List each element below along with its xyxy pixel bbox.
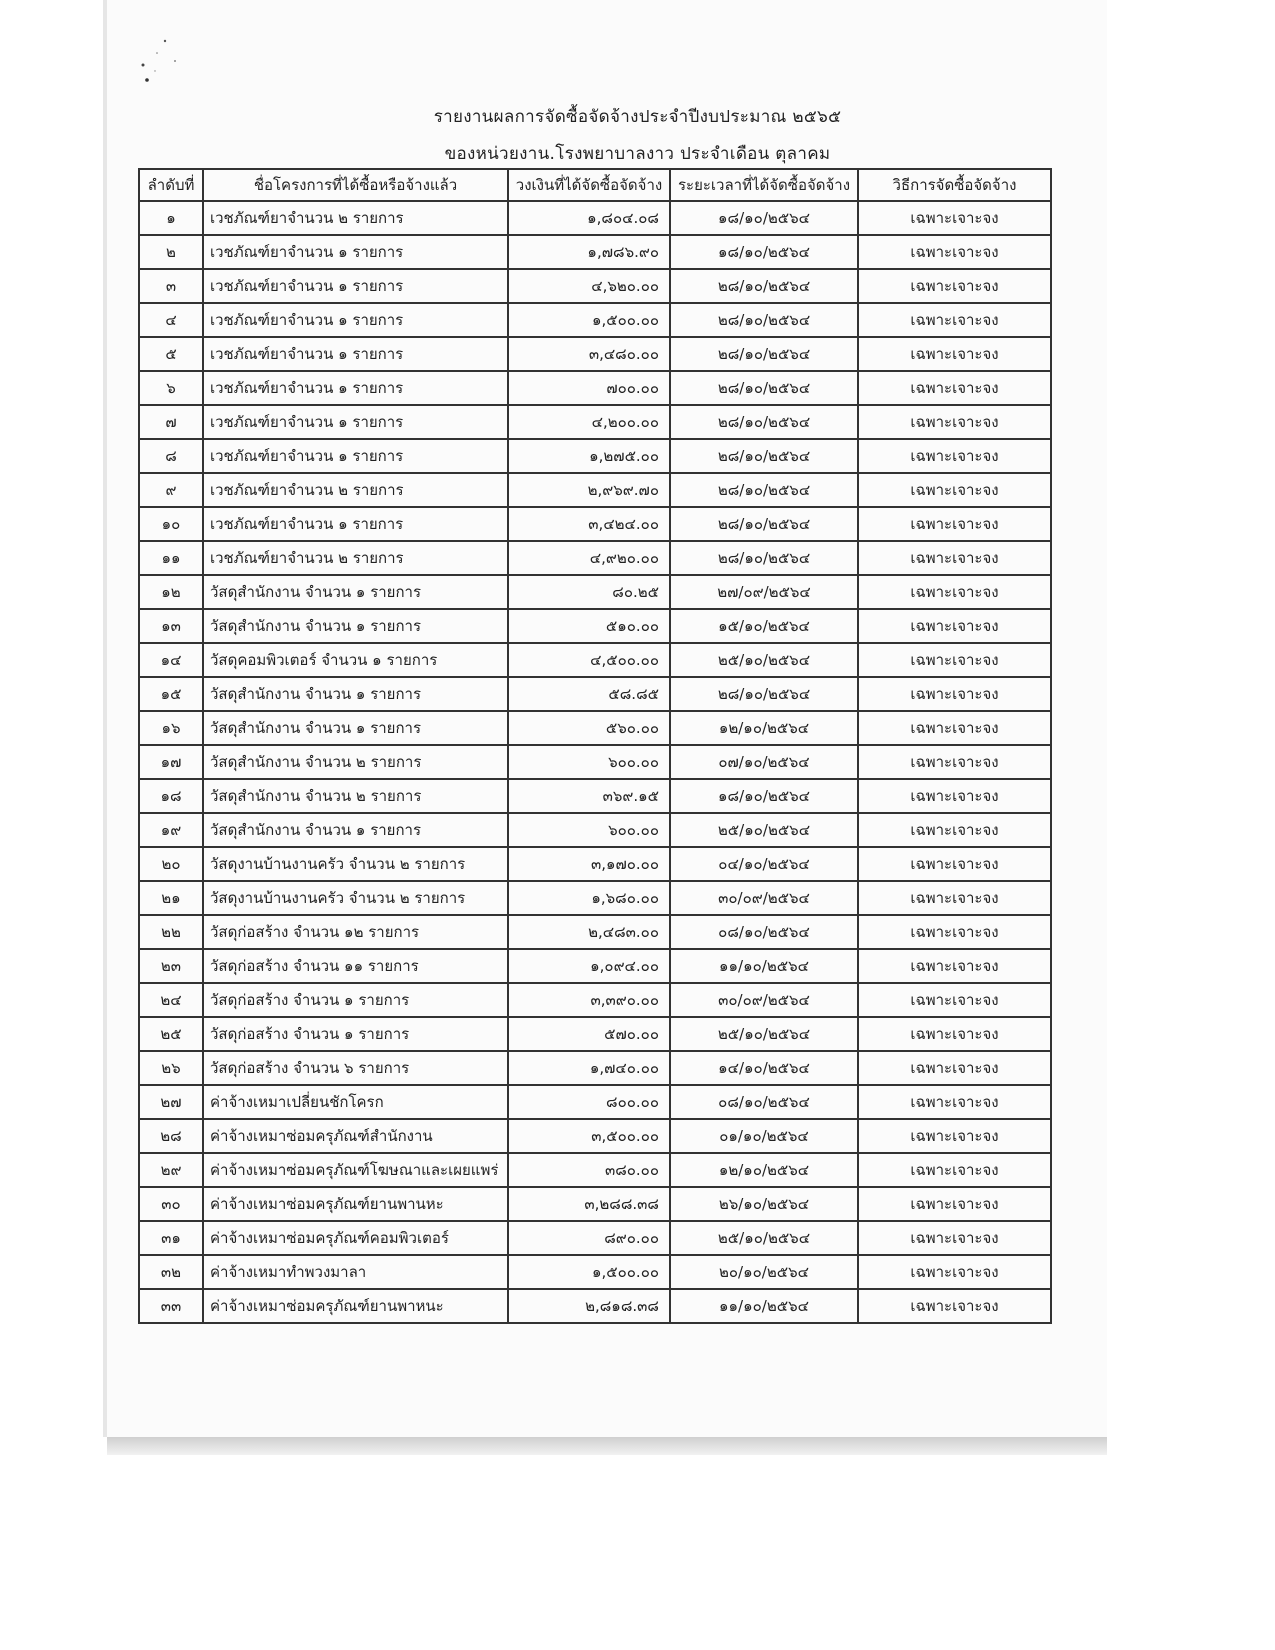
project-name-cell: วัสดุสำนักงาน จำนวน ๑ รายการ [203, 711, 508, 745]
row-number-cell: ๒๕ [139, 1017, 203, 1051]
amount-cell: ๘๙๐.๐๐ [508, 1221, 670, 1255]
project-name-cell: ค่าจ้างเหมาเปลี่ยนชักโครก [203, 1085, 508, 1119]
table-row [139, 983, 1051, 1017]
amount-cell: ๘๐๐.๐๐ [508, 1085, 670, 1119]
amount-cell: ๑,๗๘๖.๙๐ [508, 235, 670, 269]
date-cell: ๑๒/๑๐/๒๕๖๔ [670, 711, 858, 745]
report-subtitle: ของหน่วยงาน.โรงพยาบาลงาว ประจำเดือน ตุลาคม [444, 144, 831, 164]
row-number-cell: ๒๒ [139, 915, 203, 949]
project-name-cell: วัสดุก่อสร้าง จำนวน ๑๒ รายการ [203, 915, 508, 949]
table-row [139, 235, 1051, 269]
row-number-cell: ๑๘ [139, 779, 203, 813]
project-name-cell: วัสดุสำนักงาน จำนวน ๒ รายการ [203, 779, 508, 813]
date-cell: ๑๑/๑๐/๒๕๖๔ [670, 1289, 858, 1323]
method-cell: เฉพาะเจาะจง [858, 507, 1051, 541]
method-cell: เฉพาะเจาะจง [858, 609, 1051, 643]
project-name-cell: เวชภัณฑ์ยาจำนวน ๑ รายการ [203, 371, 508, 405]
method-cell: เฉพาะเจาะจง [858, 677, 1051, 711]
table-row [139, 507, 1051, 541]
project-name-cell: เวชภัณฑ์ยาจำนวน ๑ รายการ [203, 405, 508, 439]
project-name-cell: วัสดุก่อสร้าง จำนวน ๖ รายการ [203, 1051, 508, 1085]
project-name-cell: ค่าจ้างเหมาซ่อมครุภัณฑ์คอมพิวเตอร์ [203, 1221, 508, 1255]
date-cell: ๑๘/๑๐/๒๕๖๔ [670, 779, 858, 813]
table-row [139, 439, 1051, 473]
project-name-cell: เวชภัณฑ์ยาจำนวน ๒ รายการ [203, 201, 508, 235]
table-row [139, 1221, 1051, 1255]
method-cell: เฉพาะเจาะจง [858, 1119, 1051, 1153]
amount-cell: ๖๐๐.๐๐ [508, 745, 670, 779]
project-name-cell: วัสดุสำนักงาน จำนวน ๑ รายการ [203, 609, 508, 643]
method-cell: เฉพาะเจาะจง [858, 1017, 1051, 1051]
column-header-project-name: ชื่อโครงการที่ได้ซื้อหรือจ้างแล้ว [203, 169, 508, 201]
table-row [139, 915, 1051, 949]
table-row [139, 643, 1051, 677]
row-number-cell: ๒๔ [139, 983, 203, 1017]
row-number-cell: ๓๐ [139, 1187, 203, 1221]
table-row [139, 473, 1051, 507]
date-cell: ๒๘/๑๐/๒๕๖๔ [670, 473, 858, 507]
amount-cell: ๓,๓๙๐.๐๐ [508, 983, 670, 1017]
date-cell: ๑๘/๑๐/๒๕๖๔ [670, 235, 858, 269]
method-cell: เฉพาะเจาะจง [858, 1255, 1051, 1289]
table-row [139, 779, 1051, 813]
project-name-cell: วัสดุงานบ้านงานครัว จำนวน ๒ รายการ [203, 881, 508, 915]
row-number-cell: ๓๑ [139, 1221, 203, 1255]
project-name-cell: เวชภัณฑ์ยาจำนวน ๑ รายการ [203, 439, 508, 473]
row-number-cell: ๑๙ [139, 813, 203, 847]
column-header-method: วิธีการจัดซื้อจัดจ้าง [858, 169, 1051, 201]
project-name-cell: วัสดุสำนักงาน จำนวน ๑ รายการ [203, 575, 508, 609]
table-row [139, 337, 1051, 371]
row-number-cell: ๘ [139, 439, 203, 473]
method-cell: เฉพาะเจาะจง [858, 949, 1051, 983]
amount-cell: ๑,๕๐๐.๐๐ [508, 303, 670, 337]
amount-cell: ๒,๔๘๓.๐๐ [508, 915, 670, 949]
table-row [139, 1119, 1051, 1153]
column-header-date: ระยะเวลาที่ได้จัดซื้อจัดจ้าง [670, 169, 858, 201]
method-cell: เฉพาะเจาะจง [858, 473, 1051, 507]
method-cell: เฉพาะเจาะจง [858, 915, 1051, 949]
project-name-cell: เวชภัณฑ์ยาจำนวน ๑ รายการ [203, 235, 508, 269]
method-cell: เฉพาะเจาะจง [858, 201, 1051, 235]
amount-cell: ๓,๒๘๘.๓๘ [508, 1187, 670, 1221]
table-row [139, 847, 1051, 881]
amount-cell: ๓,๑๗๐.๐๐ [508, 847, 670, 881]
row-number-cell: ๗ [139, 405, 203, 439]
amount-cell: ๘๐.๒๕ [508, 575, 670, 609]
project-name-cell: วัสดุคอมพิวเตอร์ จำนวน ๑ รายการ [203, 643, 508, 677]
table-row [139, 1085, 1051, 1119]
date-cell: ๒๗/๐๙/๒๕๖๔ [670, 575, 858, 609]
method-cell: เฉพาะเจาะจง [858, 337, 1051, 371]
date-cell: ๒๘/๑๐/๒๕๖๔ [670, 541, 858, 575]
amount-cell: ๑,๒๗๕.๐๐ [508, 439, 670, 473]
date-cell: ๒๘/๑๐/๒๕๖๔ [670, 269, 858, 303]
method-cell: เฉพาะเจาะจง [858, 643, 1051, 677]
project-name-cell: วัสดุก่อสร้าง จำนวน ๑ รายการ [203, 1017, 508, 1051]
project-name-cell: ค่าจ้างเหมาทำพวงมาลา [203, 1255, 508, 1289]
date-cell: ๒๖/๑๐/๒๕๖๔ [670, 1187, 858, 1221]
table-row [139, 371, 1051, 405]
table-row [139, 677, 1051, 711]
date-cell: ๒๘/๑๐/๒๕๖๔ [670, 405, 858, 439]
date-cell: ๑๔/๑๐/๒๕๖๔ [670, 1051, 858, 1085]
table-row [139, 575, 1051, 609]
project-name-cell: วัสดุสำนักงาน จำนวน ๑ รายการ [203, 813, 508, 847]
project-name-cell: วัสดุก่อสร้าง จำนวน ๑ รายการ [203, 983, 508, 1017]
table-row [139, 541, 1051, 575]
project-name-cell: ค่าจ้างเหมาซ่อมครุภัณฑ์สำนักงาน [203, 1119, 508, 1153]
method-cell: เฉพาะเจาะจง [858, 745, 1051, 779]
row-number-cell: ๙ [139, 473, 203, 507]
method-cell: เฉพาะเจาะจง [858, 1221, 1051, 1255]
amount-cell: ๑,๘๐๔.๐๘ [508, 201, 670, 235]
date-cell: ๒๘/๑๐/๒๕๖๔ [670, 507, 858, 541]
table-row [139, 881, 1051, 915]
date-cell: ๑๑/๑๐/๒๕๖๔ [670, 949, 858, 983]
column-header-no: ลำดับที่ [139, 169, 203, 201]
method-cell: เฉพาะเจาะจง [858, 1051, 1051, 1085]
amount-cell: ๑,๖๘๐.๐๐ [508, 881, 670, 915]
project-name-cell: เวชภัณฑ์ยาจำนวน ๑ รายการ [203, 269, 508, 303]
row-number-cell: ๑๐ [139, 507, 203, 541]
date-cell: ๑๘/๑๐/๒๕๖๔ [670, 201, 858, 235]
project-name-cell: ค่าจ้างเหมาซ่อมครุภัณฑ์ยานพาหนะ [203, 1289, 508, 1323]
amount-cell: ๓,๔๘๐.๐๐ [508, 337, 670, 371]
table-row [139, 1153, 1051, 1187]
row-number-cell: ๑๖ [139, 711, 203, 745]
row-number-cell: ๒๓ [139, 949, 203, 983]
date-cell: ๒๘/๑๐/๒๕๖๔ [670, 303, 858, 337]
row-number-cell: ๓๒ [139, 1255, 203, 1289]
project-name-cell: ค่าจ้างเหมาซ่อมครุภัณฑ์โฆษณาและเผยแพร่ [203, 1153, 508, 1187]
row-number-cell: ๑ [139, 201, 203, 235]
row-number-cell: ๑๒ [139, 575, 203, 609]
table-row [139, 1255, 1051, 1289]
date-cell: ๒๘/๑๐/๒๕๖๔ [670, 371, 858, 405]
date-cell: ๑๕/๑๐/๒๕๖๔ [670, 609, 858, 643]
method-cell: เฉพาะเจาะจง [858, 575, 1051, 609]
method-cell: เฉพาะเจาะจง [858, 439, 1051, 473]
table-row [139, 1017, 1051, 1051]
amount-cell: ๓,๔๒๔.๐๐ [508, 507, 670, 541]
project-name-cell: เวชภัณฑ์ยาจำนวน ๑ รายการ [203, 337, 508, 371]
table-row [139, 711, 1051, 745]
row-number-cell: ๑๑ [139, 541, 203, 575]
method-cell: เฉพาะเจาะจง [858, 1289, 1051, 1323]
table-header-row [139, 169, 1051, 201]
row-number-cell: ๑๗ [139, 745, 203, 779]
amount-cell: ๔,๖๒๐.๐๐ [508, 269, 670, 303]
date-cell: ๐๗/๑๐/๒๕๖๔ [670, 745, 858, 779]
date-cell: ๒๕/๑๐/๒๕๖๔ [670, 813, 858, 847]
project-name-cell: วัสดุสำนักงาน จำนวน ๒ รายการ [203, 745, 508, 779]
row-number-cell: ๖ [139, 371, 203, 405]
date-cell: ๒๕/๑๐/๒๕๖๔ [670, 1221, 858, 1255]
date-cell: ๒๘/๑๐/๒๕๖๔ [670, 439, 858, 473]
amount-cell: ๔,๒๐๐.๐๐ [508, 405, 670, 439]
project-name-cell: เวชภัณฑ์ยาจำนวน ๒ รายการ [203, 541, 508, 575]
amount-cell: ๕๗๐.๐๐ [508, 1017, 670, 1051]
method-cell: เฉพาะเจาะจง [858, 881, 1051, 915]
amount-cell: ๑,๗๔๐.๐๐ [508, 1051, 670, 1085]
date-cell: ๐๔/๑๐/๒๕๖๔ [670, 847, 858, 881]
method-cell: เฉพาะเจาะจง [858, 847, 1051, 881]
method-cell: เฉพาะเจาะจง [858, 371, 1051, 405]
method-cell: เฉพาะเจาะจง [858, 779, 1051, 813]
method-cell: เฉพาะเจาะจง [858, 1085, 1051, 1119]
table-row [139, 1289, 1051, 1323]
report-title: รายงานผลการจัดซื้อจัดจ้างประจำปีงบประมาณ ๒๕๖๕ [433, 107, 842, 127]
amount-cell: ๑,๐๙๔.๐๐ [508, 949, 670, 983]
amount-cell: ๔,๕๐๐.๐๐ [508, 643, 670, 677]
method-cell: เฉพาะเจาะจง [858, 303, 1051, 337]
table-row [139, 1051, 1051, 1085]
project-name-cell: เวชภัณฑ์ยาจำนวน ๒ รายการ [203, 473, 508, 507]
row-number-cell: ๒๙ [139, 1153, 203, 1187]
project-name-cell: เวชภัณฑ์ยาจำนวน ๑ รายการ [203, 303, 508, 337]
row-number-cell: ๑๔ [139, 643, 203, 677]
row-number-cell: ๑๓ [139, 609, 203, 643]
scan-bottom-shadow [107, 1437, 1107, 1455]
date-cell: ๑๒/๑๐/๒๕๖๔ [670, 1153, 858, 1187]
amount-cell: ๒,๘๑๘.๓๘ [508, 1289, 670, 1323]
row-number-cell: ๒๖ [139, 1051, 203, 1085]
table-body [139, 201, 1051, 1323]
date-cell: ๐๘/๑๐/๒๕๖๔ [670, 1085, 858, 1119]
amount-cell: ๒,๙๖๙.๗๐ [508, 473, 670, 507]
date-cell: ๓๐/๐๙/๒๕๖๔ [670, 881, 858, 915]
amount-cell: ๔,๙๒๐.๐๐ [508, 541, 670, 575]
amount-cell: ๕๖๐.๐๐ [508, 711, 670, 745]
row-number-cell: ๒๐ [139, 847, 203, 881]
amount-cell: ๕๑๐.๐๐ [508, 609, 670, 643]
row-number-cell: ๓ [139, 269, 203, 303]
amount-cell: ๕๘.๘๕ [508, 677, 670, 711]
table-row [139, 1187, 1051, 1221]
date-cell: ๒๕/๑๐/๒๕๖๔ [670, 643, 858, 677]
row-number-cell: ๒๑ [139, 881, 203, 915]
scan-dust-specks [135, 35, 185, 95]
amount-cell: ๓๖๙.๑๕ [508, 779, 670, 813]
table-row [139, 745, 1051, 779]
amount-cell: ๗๐๐.๐๐ [508, 371, 670, 405]
method-cell: เฉพาะเจาะจง [858, 813, 1051, 847]
project-name-cell: วัสดุสำนักงาน จำนวน ๑ รายการ [203, 677, 508, 711]
method-cell: เฉพาะเจาะจง [858, 1187, 1051, 1221]
row-number-cell: ๒๗ [139, 1085, 203, 1119]
method-cell: เฉพาะเจาะจง [858, 541, 1051, 575]
table-row [139, 949, 1051, 983]
amount-cell: ๑,๕๐๐.๐๐ [508, 1255, 670, 1289]
project-name-cell: วัสดุก่อสร้าง จำนวน ๑๑ รายการ [203, 949, 508, 983]
row-number-cell: ๕ [139, 337, 203, 371]
project-name-cell: วัสดุงานบ้านงานครัว จำนวน ๒ รายการ [203, 847, 508, 881]
table-row [139, 303, 1051, 337]
table-row [139, 609, 1051, 643]
amount-cell: ๓,๕๐๐.๐๐ [508, 1119, 670, 1153]
method-cell: เฉพาะเจาะจง [858, 235, 1051, 269]
table-row [139, 201, 1051, 235]
date-cell: ๒๕/๑๐/๒๕๖๔ [670, 1017, 858, 1051]
amount-cell: ๓๘๐.๐๐ [508, 1153, 670, 1187]
method-cell: เฉพาะเจาะจง [858, 983, 1051, 1017]
row-number-cell: ๑๕ [139, 677, 203, 711]
procurement-table [138, 168, 1052, 1324]
project-name-cell: เวชภัณฑ์ยาจำนวน ๑ รายการ [203, 507, 508, 541]
date-cell: ๓๐/๐๙/๒๕๖๔ [670, 983, 858, 1017]
table-row [139, 405, 1051, 439]
method-cell: เฉพาะเจาะจง [858, 405, 1051, 439]
row-number-cell: ๒๘ [139, 1119, 203, 1153]
table-row [139, 813, 1051, 847]
row-number-cell: ๔ [139, 303, 203, 337]
date-cell: ๒๘/๑๐/๒๕๖๔ [670, 337, 858, 371]
row-number-cell: ๒ [139, 235, 203, 269]
method-cell: เฉพาะเจาะจง [858, 1153, 1051, 1187]
method-cell: เฉพาะเจาะจง [858, 711, 1051, 745]
column-header-amount: วงเงินที่ได้จัดซื้อจัดจ้าง [508, 169, 670, 201]
table-row [139, 269, 1051, 303]
date-cell: ๐๑/๑๐/๒๕๖๔ [670, 1119, 858, 1153]
row-number-cell: ๓๓ [139, 1289, 203, 1323]
project-name-cell: ค่าจ้างเหมาซ่อมครุภัณฑ์ยานพานหะ [203, 1187, 508, 1221]
date-cell: ๐๘/๑๐/๒๕๖๔ [670, 915, 858, 949]
date-cell: ๒๐/๑๐/๒๕๖๔ [670, 1255, 858, 1289]
method-cell: เฉพาะเจาะจง [858, 269, 1051, 303]
amount-cell: ๖๐๐.๐๐ [508, 813, 670, 847]
date-cell: ๒๘/๑๐/๒๕๖๔ [670, 677, 858, 711]
